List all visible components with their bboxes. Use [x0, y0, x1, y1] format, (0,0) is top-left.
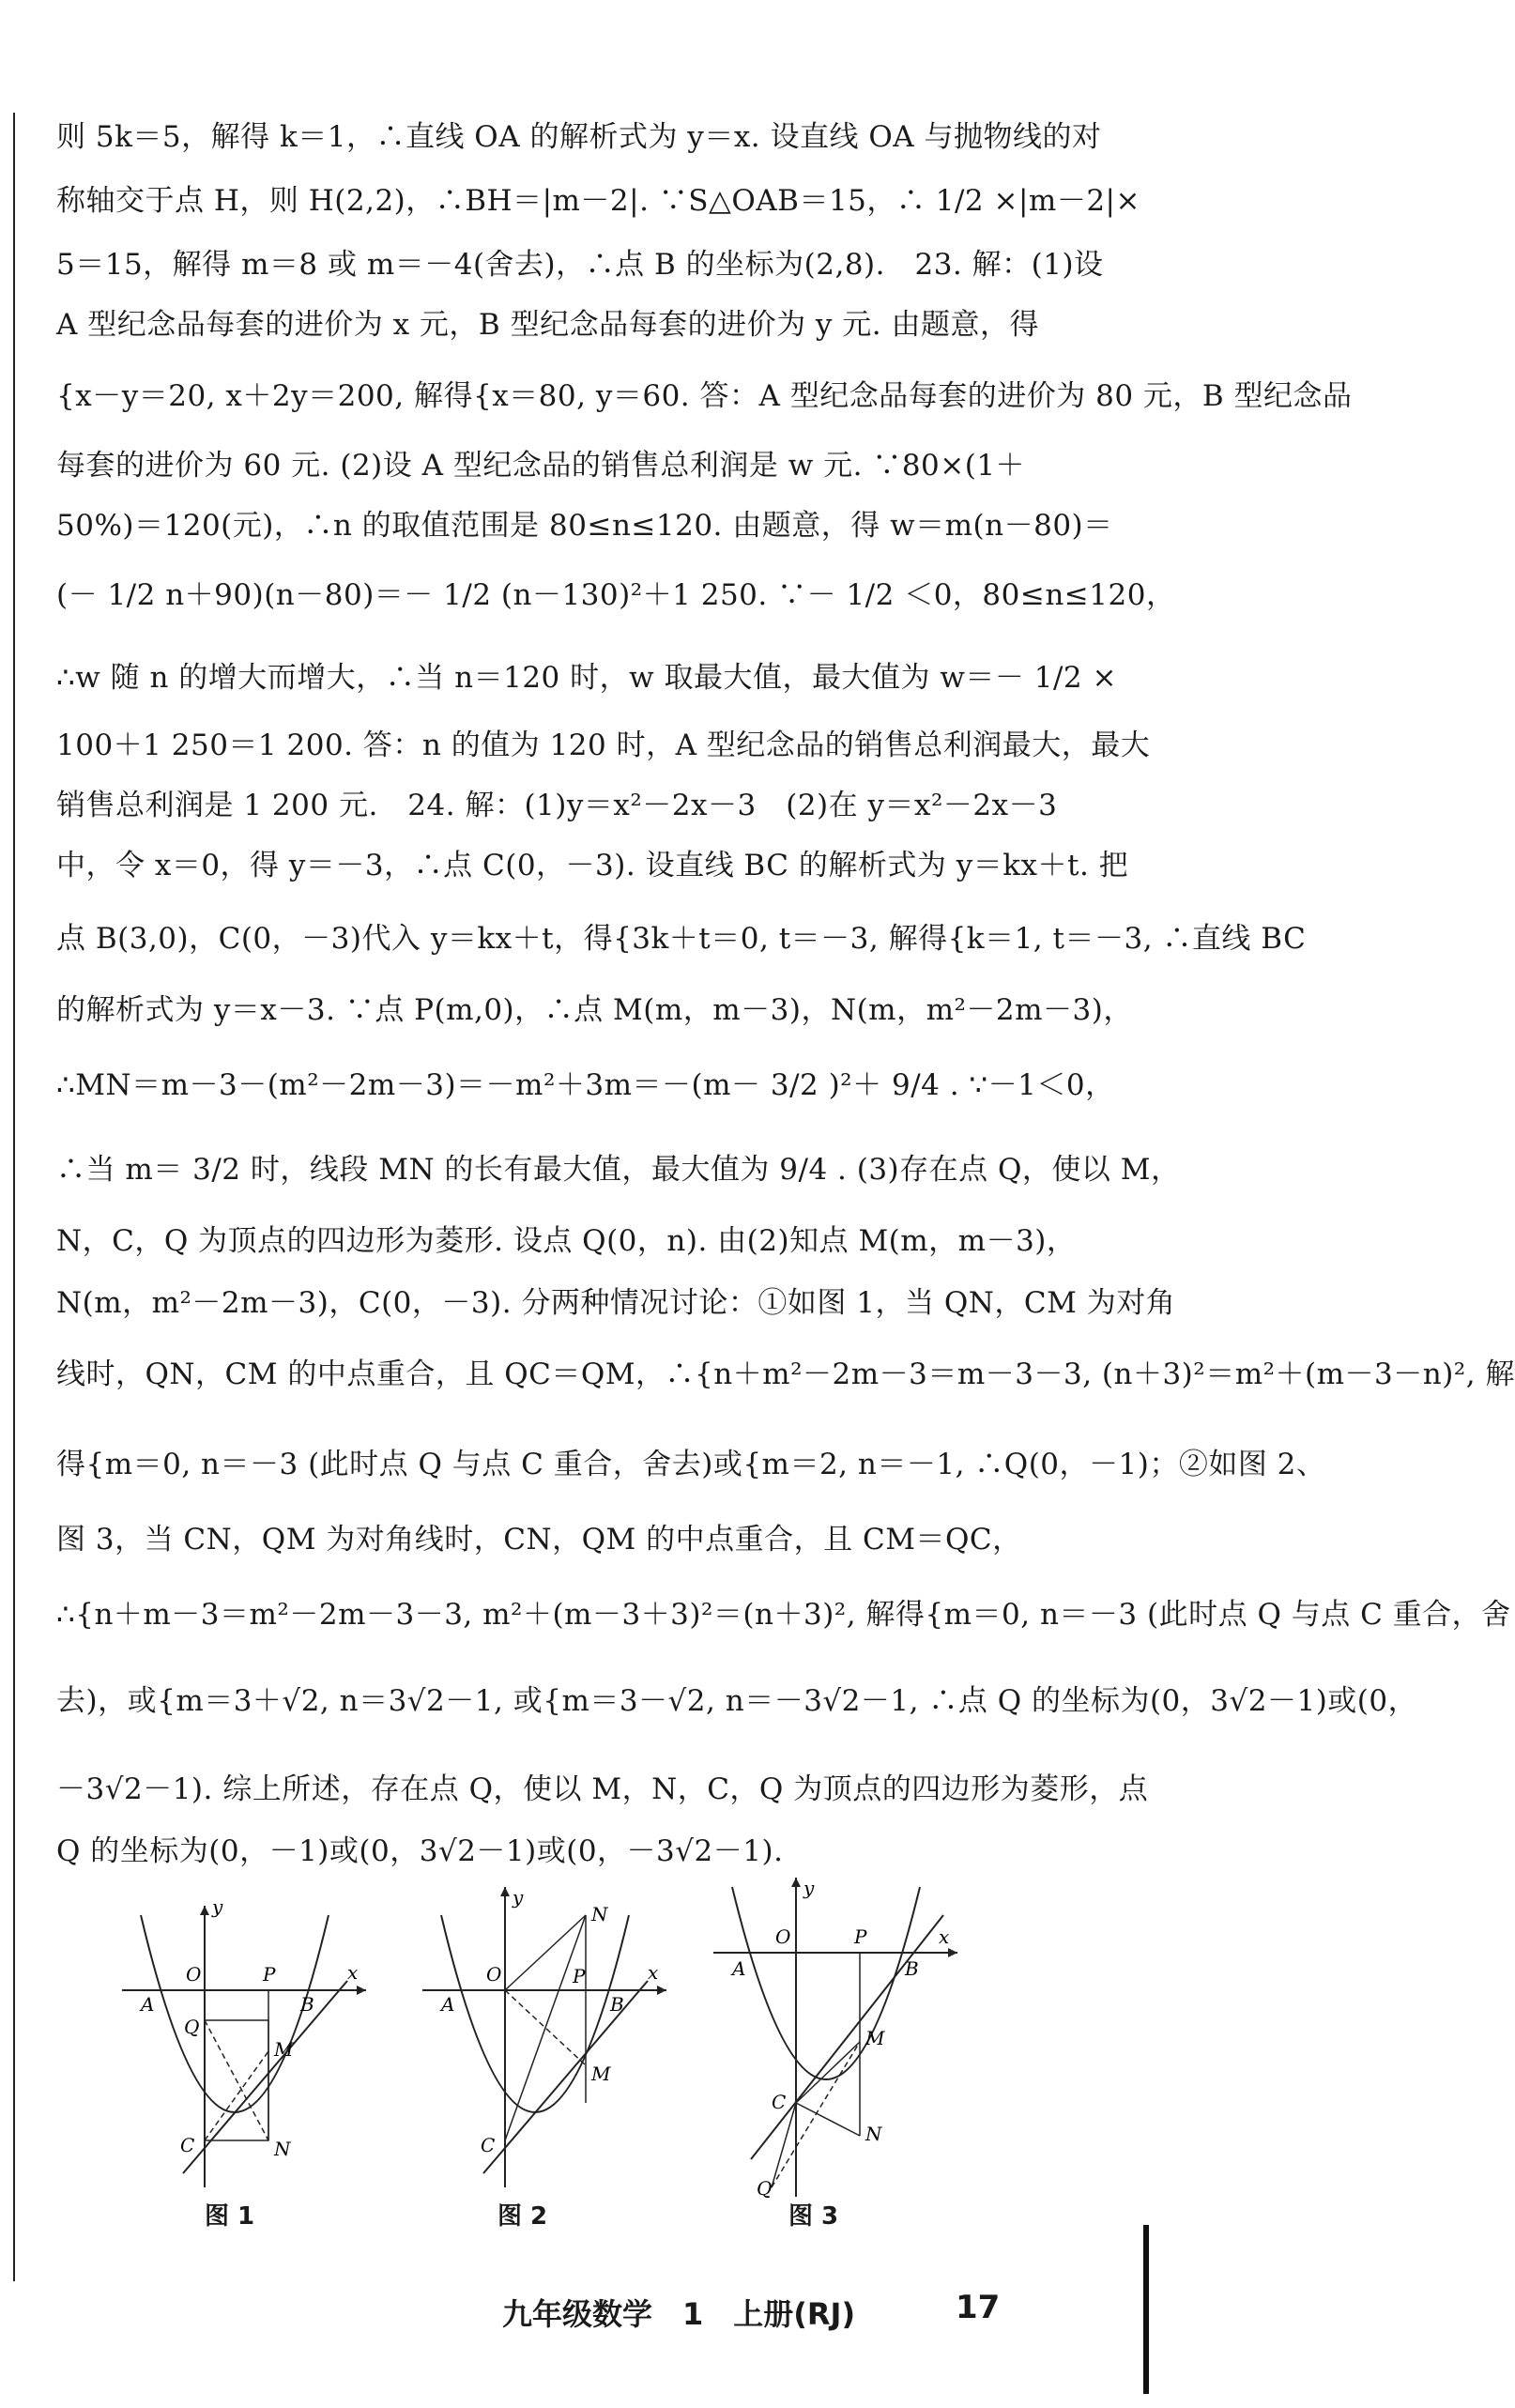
- point-label-B: B: [610, 1993, 624, 2016]
- figure-3: [704, 1878, 967, 2206]
- figure-2: [413, 1878, 676, 2206]
- page-number: 17: [956, 2289, 1001, 2326]
- text-line: ∴{n＋m－3＝m²－2m－3－3, m²＋(m－3＋3)²＝(n＋3)², 解得{m＝0, n＝－3 (此时点 Q 与点 C 重合，舍: [56, 1598, 1511, 1632]
- text-line: 的解析式为 y＝x－3. ∵点 P(m,0)，∴点 M(m，m－3)，N(m，m²－2m－3)，: [56, 993, 1133, 1027]
- point-label-C: C: [481, 2134, 496, 2156]
- point-label-C: C: [180, 2134, 195, 2156]
- figure-1-caption: 图 1: [205, 2202, 255, 2231]
- text-line: 销售总利润是 1 200 元. 24. 解：(1)y＝x²－2x－3 (2)在 y＝x²－2x－3: [56, 789, 1058, 822]
- figure-2-caption: 图 2: [497, 2202, 548, 2231]
- point-label-O: O: [775, 1925, 791, 1948]
- text-line: N，C，Q 为顶点的四边形为菱形. 设点 Q(0，n). 由(2)知点 M(m，m－3)，: [56, 1224, 1077, 1258]
- text-line: 点 B(3,0)，C(0，－3)代入 y＝kx＋t，得{3k＋t＝0, t＝－3, 解得{k＝1, t＝－3, ∴直线 BC: [56, 922, 1307, 956]
- point-label-N: N: [591, 1903, 608, 1925]
- text-line: {x－y＝20, x＋2y＝200, 解得{x＝80, y＝60. 答：A 型纪念品每套的进价为 80 元，B 型纪念品: [56, 379, 1353, 413]
- text-line: (－ 1/2 n＋90)(n－80)＝－ 1/2 (n－130)²＋1 250. ∵－ 1/2 ＜0，80≤n≤120，: [56, 578, 1176, 612]
- point-label-O: O: [486, 1963, 502, 1986]
- point-label-P: P: [263, 1963, 276, 1986]
- axis-label-x: x: [347, 1961, 359, 1984]
- text-line: 图 3，当 CN，QM 为对角线时，CN，QM 的中点重合，且 CM＝QC，: [56, 1523, 1022, 1557]
- text-line: ∴w 随 n 的增大而增大，∴当 n＝120 时，w 取最大值，最大值为 w＝－ 1/2 ×: [56, 661, 1117, 695]
- axis-label-x: x: [648, 1961, 659, 1984]
- text-line: 每套的进价为 60 元. (2)设 A 型纪念品的销售总利润是 w 元. ∵80×(1＋: [56, 449, 1026, 483]
- point-label-P: P: [573, 1965, 586, 1987]
- text-line: 线时，QN，CM 的中点重合，且 QC＝QM，∴{n＋m²－2m－3＝m－3－3, (n＋3)²＝m²＋(m－3－n)², 解: [56, 1357, 1515, 1391]
- text-line: 中，令 x＝0，得 y＝－3，∴点 C(0，－3). 设直线 BC 的解析式为 y＝kx＋t. 把: [56, 849, 1129, 882]
- text-line: ∴当 m＝ 3/2 时，线段 MN 的长有最大值，最大值为 9/4 . (3)存在点 Q，使以 M，: [56, 1153, 1181, 1187]
- point-label-A: A: [141, 1993, 155, 2016]
- text-line: 得{m＝0, n＝－3 (此时点 Q 与点 C 重合，舍去)或{m＝2, n＝－1, ∴Q(0，－1)；②如图 2、: [56, 1448, 1326, 1481]
- text-line: 去)，或{m＝3＋√2, n＝3√2－1, 或{m＝3－√2, n＝－3√2－1, ∴点 Q 的坐标为(0，3√2－1)或(0，: [56, 1684, 1418, 1718]
- text-line: 则 5k＝5，解得 k＝1，∴直线 OA 的解析式为 y＝x. 设直线 OA 与抛物线的对: [56, 120, 1102, 154]
- point-label-M: M: [591, 2063, 611, 2085]
- point-label-B: B: [300, 1993, 314, 2016]
- text-line: A 型纪念品每套的进价为 x 元，B 型纪念品每套的进价为 y 元. 由题意，得: [56, 308, 1039, 342]
- text-line: Q 的坐标为(0，－1)或(0，3√2－1)或(0，－3√2－1).: [56, 1834, 784, 1868]
- point-label-N: N: [865, 2123, 882, 2145]
- text-line: 称轴交于点 H，则 H(2,2)，∴BH＝|m－2|. ∵S△OAB＝15，∴ 1/2 ×|m－2|×: [56, 184, 1140, 218]
- point-label-B: B: [905, 1957, 919, 1980]
- text-line: －3√2－1). 综上所述，存在点 Q，使以 M，N，C，Q 为顶点的四边形为菱形，点: [56, 1772, 1149, 1806]
- point-label-A: A: [732, 1957, 746, 1980]
- point-label-A: A: [441, 1993, 455, 2016]
- point-label-M: M: [274, 2038, 294, 2061]
- point-label-Q: Q: [757, 2177, 773, 2200]
- axis-label-y: y: [513, 1886, 524, 1909]
- figures-row: [113, 1878, 1051, 2234]
- axis-label-x: x: [939, 1925, 950, 1948]
- text-line: N(m，m²－2m－3)，C(0，－3). 分两种情况讨论：①如图 1，当 QN，CM 为对角: [56, 1286, 1176, 1320]
- figure-3-caption: 图 3: [788, 2202, 839, 2231]
- axis-label-y: y: [803, 1877, 815, 1899]
- text-line: 100＋1 250＝1 200. 答：n 的值为 120 时，A 型纪念品的销售总利润最大，最大: [56, 729, 1151, 762]
- point-label-N: N: [274, 2138, 291, 2160]
- text-line: 5＝15，解得 m＝8 或 m＝－4(舍去)，∴点 B 的坐标为(2,8). 23. 解：(1)设: [56, 248, 1104, 282]
- point-label-C: C: [772, 2091, 787, 2113]
- text-line: ∴MN＝m－3－(m²－2m－3)＝－m²＋3m＝－(m－ 3/2 )²＋ 9/4 . ∵－1＜0，: [56, 1068, 1115, 1102]
- left-margin-rule: [13, 113, 15, 2281]
- text-line: 50%)＝120(元)，∴n 的取值范围是 80≤n≤120. 由题意，得 w＝m(n－80)＝: [56, 509, 1113, 543]
- footer-book-title: 九年级数学 1 上册(RJ): [502, 2296, 856, 2332]
- point-label-O: O: [186, 1963, 202, 1986]
- point-label-P: P: [854, 1925, 867, 1948]
- figure-1: [113, 1878, 375, 2206]
- point-label-Q: Q: [184, 2016, 200, 2038]
- right-edge-bar: [1143, 2225, 1149, 2394]
- axis-label-y: y: [212, 1895, 223, 1918]
- point-label-M: M: [865, 2027, 885, 2049]
